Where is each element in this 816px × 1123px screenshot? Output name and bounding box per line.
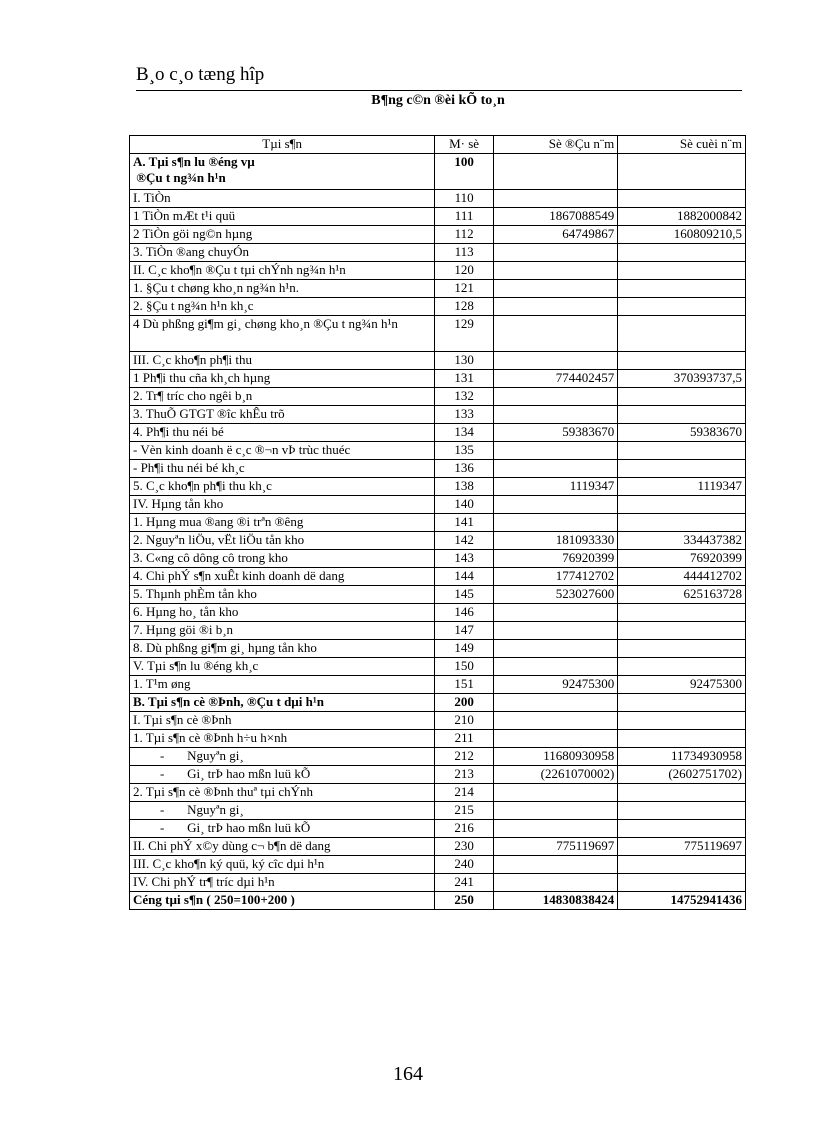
table-row (130, 892, 746, 910)
row-closing-cell (618, 784, 746, 802)
table-row (130, 586, 746, 604)
row-closing-cell: 444412702 (618, 568, 746, 586)
table-row (130, 208, 746, 226)
row-code-cell: 111 (435, 208, 494, 226)
row-code-cell: 130 (435, 352, 494, 370)
row-closing-cell: 1119347 (618, 478, 746, 496)
row-opening-cell (493, 784, 617, 802)
row-name-cell: 2. Tµi s¶n cè ®Þnh thuª tµi chÝnh (130, 784, 435, 802)
row-closing-cell (618, 802, 746, 820)
row-code-cell: 216 (435, 820, 494, 838)
row-closing-cell: (2602751702) (618, 766, 746, 784)
row-opening-cell (493, 442, 617, 460)
row-code-cell: 120 (435, 262, 494, 280)
row-name-cell: II. Chi phÝ x©y dùng c¬ b¶n dë dang (130, 838, 435, 856)
row-opening-cell (493, 406, 617, 424)
row-code-cell: 210 (435, 712, 494, 730)
row-code-cell: 211 (435, 730, 494, 748)
row-opening-cell (493, 316, 617, 352)
table-row (130, 820, 746, 838)
row-name-cell: 6. Hµng ho¸ tån kho (130, 604, 435, 622)
row-closing-cell (618, 244, 746, 262)
table-row (130, 712, 746, 730)
row-opening-cell: 92475300 (493, 676, 617, 694)
row-opening-cell (493, 604, 617, 622)
row-closing-cell (618, 460, 746, 478)
row-code-cell: 200 (435, 694, 494, 712)
row-name-cell: 1. §Çu t chøng kho¸n ng¾n h¹n. (130, 280, 435, 298)
row-closing-cell (618, 154, 746, 190)
row-opening-cell (493, 874, 617, 892)
row-closing-cell: 775119697 (618, 838, 746, 856)
row-name-cell: 1. T¹m øng (130, 676, 435, 694)
row-opening-cell: 64749867 (493, 226, 617, 244)
table-row (130, 316, 746, 352)
report-header (136, 64, 742, 91)
row-name-cell: - Nguyªn gi¸ (130, 748, 435, 766)
column-header-assets: Tµi s¶n (130, 136, 435, 154)
row-name-cell: - Gi¸ trÞ hao mßn luü kÕ (130, 820, 435, 838)
table-row (130, 424, 746, 442)
table-row (130, 568, 746, 586)
row-code-cell: 112 (435, 226, 494, 244)
row-opening-cell (493, 388, 617, 406)
row-name-cell: I. TiÒn (130, 190, 435, 208)
row-code-cell: 146 (435, 604, 494, 622)
row-name-cell: 4. Ph¶i thu néi bé (130, 424, 435, 442)
row-code-cell: 150 (435, 658, 494, 676)
row-code-cell: 128 (435, 298, 494, 316)
row-code-cell: 129 (435, 316, 494, 352)
row-name-cell: II. C¸c kho¶n ®Çu t tµi chÝnh ng¾n h¹n (130, 262, 435, 280)
row-closing-cell (618, 496, 746, 514)
row-name-cell: - Vèn kinh doanh ë c¸c ®¬n vÞ trùc thuéc (130, 442, 435, 460)
row-code-cell: 142 (435, 532, 494, 550)
row-closing-cell (618, 640, 746, 658)
table-row (130, 766, 746, 784)
header-title: B¸o c¸o tæng hîp (136, 64, 265, 85)
row-opening-cell: (2261070002) (493, 766, 617, 784)
row-name-cell: 2. Tr¶ tríc cho ngêi b¸n (130, 388, 435, 406)
row-name-cell: V. Tµi s¶n lu ®éng kh¸c (130, 658, 435, 676)
row-name-cell: 1. Tµi s¶n cè ®Þnh h÷u h×nh (130, 730, 435, 748)
document-title: B¶ng c©n ®èi kÕ to¸n (371, 93, 505, 108)
column-header-code: M· sè (435, 136, 494, 154)
row-closing-cell (618, 874, 746, 892)
table-row (130, 460, 746, 478)
row-closing-cell: 14752941436 (618, 892, 746, 910)
table-row (130, 748, 746, 766)
row-code-cell: 230 (435, 838, 494, 856)
row-opening-cell (493, 856, 617, 874)
row-closing-cell (618, 694, 746, 712)
row-name-cell: 3. ThuÕ GTGT ®îc khÊu trõ (130, 406, 435, 424)
table-row (130, 838, 746, 856)
row-name-cell: III. C¸c kho¶n ph¶i thu (130, 352, 435, 370)
row-name-cell: - Ph¶i thu néi bé kh¸c (130, 460, 435, 478)
row-opening-cell (493, 262, 617, 280)
row-code-cell: 212 (435, 748, 494, 766)
row-code-cell: 132 (435, 388, 494, 406)
row-opening-cell (493, 730, 617, 748)
table-row (130, 190, 746, 208)
table-row (130, 604, 746, 622)
row-name-cell: - Nguyªn gi¸ (130, 802, 435, 820)
row-name-cell: - Gi¸ trÞ hao mßn luü kÕ (130, 766, 435, 784)
row-code-cell: 110 (435, 190, 494, 208)
row-closing-cell (618, 856, 746, 874)
table-row (130, 514, 746, 532)
table-row (130, 352, 746, 370)
row-closing-cell (618, 730, 746, 748)
page-number: 164 (393, 1063, 423, 1085)
row-opening-cell (493, 820, 617, 838)
table-row (130, 856, 746, 874)
row-opening-cell (493, 640, 617, 658)
row-name-cell: 1 Ph¶i thu cña kh¸ch hµng (130, 370, 435, 388)
row-closing-cell (618, 280, 746, 298)
table-row (130, 694, 746, 712)
row-closing-cell (618, 514, 746, 532)
row-name-cell: 1 TiÒn mÆt t¹i quü (130, 208, 435, 226)
table-row (130, 388, 746, 406)
row-code-cell: 214 (435, 784, 494, 802)
row-code-cell: 100 (435, 154, 494, 190)
row-name-cell: Céng tµi s¶n ( 250=100+200 ) (130, 892, 435, 910)
row-code-cell: 250 (435, 892, 494, 910)
row-code-cell: 136 (435, 460, 494, 478)
row-code-cell: 113 (435, 244, 494, 262)
table-row (130, 244, 746, 262)
row-closing-cell (618, 262, 746, 280)
column-header-opening: Sè ®Çu n¨m (493, 136, 617, 154)
row-closing-cell: 59383670 (618, 424, 746, 442)
row-opening-cell: 11680930958 (493, 748, 617, 766)
row-name-cell: 4 Dù phßng gi¶m gi¸ chøng kho¸n ®Çu t ng¾n h¹n (130, 316, 435, 352)
row-code-cell: 240 (435, 856, 494, 874)
row-name-cell: 4. Chi phÝ s¶n xuÊt kinh doanh dë dang (130, 568, 435, 586)
table-row (130, 640, 746, 658)
table-row (130, 280, 746, 298)
row-closing-cell (618, 406, 746, 424)
row-closing-cell: 160809210,5 (618, 226, 746, 244)
row-closing-cell: 1882000842 (618, 208, 746, 226)
row-closing-cell (618, 622, 746, 640)
row-opening-cell (493, 496, 617, 514)
table-row (130, 730, 746, 748)
row-closing-cell: 625163728 (618, 586, 746, 604)
row-closing-cell (618, 190, 746, 208)
row-opening-cell: 76920399 (493, 550, 617, 568)
row-opening-cell (493, 694, 617, 712)
row-name-cell: I. Tµi s¶n cè ®Þnh (130, 712, 435, 730)
row-name-cell: 3. TiÒn ®ang chuyÓn (130, 244, 435, 262)
column-header-closing: Sè cuèi n¨m (618, 136, 746, 154)
row-closing-cell (618, 442, 746, 460)
row-opening-cell (493, 658, 617, 676)
table-row (130, 784, 746, 802)
row-closing-cell (618, 388, 746, 406)
row-opening-cell: 1867088549 (493, 208, 617, 226)
row-code-cell: 144 (435, 568, 494, 586)
row-name-cell: 2. Nguyªn liÖu, vËt liÖu tån kho (130, 532, 435, 550)
row-opening-cell (493, 298, 617, 316)
row-name-cell: III. C¸c kho¶n ký quü, ký cîc dµi h¹n (130, 856, 435, 874)
table-row (130, 478, 746, 496)
row-closing-cell (618, 298, 746, 316)
row-code-cell: 121 (435, 280, 494, 298)
row-name-cell: 2 TiÒn göi ng©n hµng (130, 226, 435, 244)
row-name-cell: 3. C«ng cô dông cô trong kho (130, 550, 435, 568)
row-opening-cell (493, 280, 617, 298)
table-row (130, 154, 746, 190)
row-opening-cell (493, 460, 617, 478)
row-name-cell: 7. Hµng göi ®i b¸n (130, 622, 435, 640)
row-opening-cell: 181093330 (493, 532, 617, 550)
row-code-cell: 147 (435, 622, 494, 640)
table-row (130, 442, 746, 460)
row-code-cell: 151 (435, 676, 494, 694)
row-closing-cell (618, 712, 746, 730)
row-opening-cell (493, 352, 617, 370)
row-closing-cell (618, 352, 746, 370)
row-code-cell: 215 (435, 802, 494, 820)
row-closing-cell: 92475300 (618, 676, 746, 694)
table-row (130, 262, 746, 280)
row-opening-cell (493, 514, 617, 532)
row-name-cell: B. Tµi s¶n cè ®Þnh, ®Çu t dµi h¹n (130, 694, 435, 712)
row-opening-cell (493, 154, 617, 190)
row-opening-cell (493, 712, 617, 730)
row-opening-cell: 59383670 (493, 424, 617, 442)
table-row (130, 622, 746, 640)
row-closing-cell (618, 604, 746, 622)
table-row (130, 802, 746, 820)
row-opening-cell (493, 622, 617, 640)
row-code-cell: 133 (435, 406, 494, 424)
row-code-cell: 143 (435, 550, 494, 568)
row-name-cell: 8. Dù phßng gi¶m gi¸ hµng tån kho (130, 640, 435, 658)
row-opening-cell (493, 190, 617, 208)
row-code-cell: 145 (435, 586, 494, 604)
row-code-cell: 134 (435, 424, 494, 442)
table-row (130, 496, 746, 514)
row-code-cell: 138 (435, 478, 494, 496)
row-closing-cell (618, 658, 746, 676)
row-code-cell: 135 (435, 442, 494, 460)
row-closing-cell: 11734930958 (618, 748, 746, 766)
row-closing-cell (618, 316, 746, 352)
row-name-cell: 1. Hµng mua ®ang ®i trªn ®êng (130, 514, 435, 532)
row-name-cell: IV. Chi phÝ tr¶ tríc dµi h¹n (130, 874, 435, 892)
table-row (130, 550, 746, 568)
table-row (130, 226, 746, 244)
row-name-cell: 5. C¸c kho¶n ph¶i thu kh¸c (130, 478, 435, 496)
row-name-cell: 5. Thµnh phÈm tån kho (130, 586, 435, 604)
row-closing-cell: 334437382 (618, 532, 746, 550)
row-code-cell: 140 (435, 496, 494, 514)
table-row (130, 532, 746, 550)
row-name-cell: 2. §Çu t ng¾n h¹n kh¸c (130, 298, 435, 316)
row-code-cell: 149 (435, 640, 494, 658)
table-header-row (130, 136, 746, 154)
row-opening-cell (493, 802, 617, 820)
table-body (130, 154, 746, 910)
row-code-cell: 141 (435, 514, 494, 532)
row-opening-cell: 177412702 (493, 568, 617, 586)
balance-sheet-table (129, 135, 746, 910)
table-row (130, 370, 746, 388)
row-code-cell: 131 (435, 370, 494, 388)
table-row (130, 676, 746, 694)
row-opening-cell: 14830838424 (493, 892, 617, 910)
row-closing-cell: 370393737,5 (618, 370, 746, 388)
table-row (130, 406, 746, 424)
row-closing-cell: 76920399 (618, 550, 746, 568)
row-opening-cell (493, 244, 617, 262)
row-name-cell: IV. Hµng tån kho (130, 496, 435, 514)
table-row (130, 874, 746, 892)
row-code-cell: 241 (435, 874, 494, 892)
row-code-cell: 213 (435, 766, 494, 784)
row-name-cell: A. Tµi s¶n lu ®éng vµ ®Çu t ng¾n h¹n (130, 154, 435, 190)
row-opening-cell: 774402457 (493, 370, 617, 388)
row-opening-cell: 1119347 (493, 478, 617, 496)
table-row (130, 298, 746, 316)
row-opening-cell: 775119697 (493, 838, 617, 856)
row-closing-cell (618, 820, 746, 838)
table-row (130, 658, 746, 676)
row-opening-cell: 523027600 (493, 586, 617, 604)
